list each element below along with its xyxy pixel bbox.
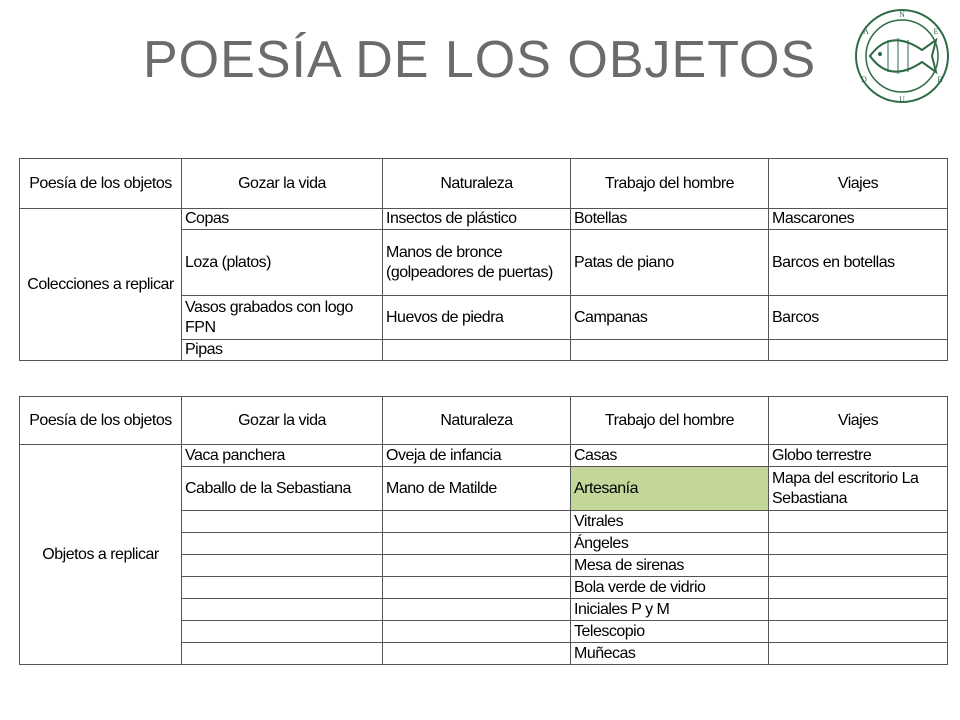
table-header-row — [20, 159, 948, 209]
table-cell — [182, 621, 383, 643]
table-cell — [383, 555, 571, 577]
table-cell: Oveja de infancia — [383, 445, 571, 467]
logo-letter: E — [933, 27, 939, 36]
table-cell — [383, 643, 571, 665]
colecciones-table — [19, 158, 948, 361]
table-cell: Mano de Matilde — [383, 467, 571, 511]
table-cell: Caballo de la Sebastiana — [182, 467, 383, 511]
table-cell: Insectos de plástico — [383, 209, 571, 230]
table-cell — [182, 599, 383, 621]
logo-letter: A — [863, 27, 869, 36]
table-cell: Huevos de piedra — [383, 296, 571, 340]
logo-letter: N — [899, 10, 905, 19]
table-cell: Barcos — [769, 296, 948, 340]
header-cell: Viajes — [769, 159, 948, 209]
header-cell: Poesía de los objetos — [20, 397, 182, 445]
header-cell: Gozar la vida — [182, 159, 383, 209]
table-cell: Muñecas — [571, 643, 769, 665]
table-cell: Barcos en botellas — [769, 230, 948, 296]
slide-title: POESÍA DE LOS OBJETOS — [143, 31, 817, 89]
table-cell — [769, 533, 948, 555]
table-cell: Mesa de sirenas — [571, 555, 769, 577]
logo-letter: D — [861, 75, 867, 84]
table-row — [20, 445, 948, 467]
header-cell: Gozar la vida — [182, 397, 383, 445]
objetos-table — [19, 396, 948, 665]
table-cell — [769, 511, 948, 533]
table-cell: Mascarones — [769, 209, 948, 230]
table-cell — [383, 599, 571, 621]
table-cell: Ángeles — [571, 533, 769, 555]
table-cell: Patas de piano — [571, 230, 769, 296]
fish-seal-logo-icon — [852, 6, 952, 106]
row-group-label: Colecciones a replicar — [20, 209, 182, 361]
table-cell: Globo terrestre — [769, 445, 948, 467]
table-cell: Telescopio — [571, 621, 769, 643]
logo-letter: U — [899, 95, 905, 104]
table-cell: Iniciales P y M — [571, 599, 769, 621]
table-cell: Bola verde de vidrio — [571, 577, 769, 599]
table-cell — [769, 599, 948, 621]
table-cell: Copas — [182, 209, 383, 230]
highlighted-cell: Artesanía — [571, 467, 769, 511]
table-cell — [182, 643, 383, 665]
header-cell: Poesía de los objetos — [20, 159, 182, 209]
table-cell: Campanas — [571, 296, 769, 340]
table-cell — [182, 511, 383, 533]
table-cell — [769, 555, 948, 577]
table-cell: Manos de bronce (golpeadores de puertas) — [383, 230, 571, 296]
table-cell: Vasos grabados con logo FPN — [182, 296, 383, 340]
table-cell: Mapa del escritorio La Sebastiana — [769, 467, 948, 511]
table-cell — [769, 340, 948, 361]
table-header-row — [20, 397, 948, 445]
header-cell: Naturaleza — [383, 159, 571, 209]
logo-letter: R — [937, 75, 943, 84]
table-cell: Loza (platos) — [182, 230, 383, 296]
table-cell — [383, 621, 571, 643]
table-cell: Botellas — [571, 209, 769, 230]
table-cell — [769, 621, 948, 643]
table-cell — [769, 643, 948, 665]
table-cell — [769, 577, 948, 599]
row-group-label: Objetos a replicar — [20, 445, 182, 665]
header-cell: Trabajo del hombre — [571, 397, 769, 445]
table-cell: Vaca panchera — [182, 445, 383, 467]
table-cell — [182, 533, 383, 555]
table-cell: Pipas — [182, 340, 383, 361]
table-cell — [383, 340, 571, 361]
table-cell: Vitrales — [571, 511, 769, 533]
table-cell — [182, 577, 383, 599]
table-cell — [383, 511, 571, 533]
table-cell — [383, 533, 571, 555]
table-cell — [383, 577, 571, 599]
header-cell: Naturaleza — [383, 397, 571, 445]
header-cell: Viajes — [769, 397, 948, 445]
table-cell — [182, 555, 383, 577]
table-cell — [571, 340, 769, 361]
table-cell: Casas — [571, 445, 769, 467]
table-row — [20, 209, 948, 230]
header-cell: Trabajo del hombre — [571, 159, 769, 209]
